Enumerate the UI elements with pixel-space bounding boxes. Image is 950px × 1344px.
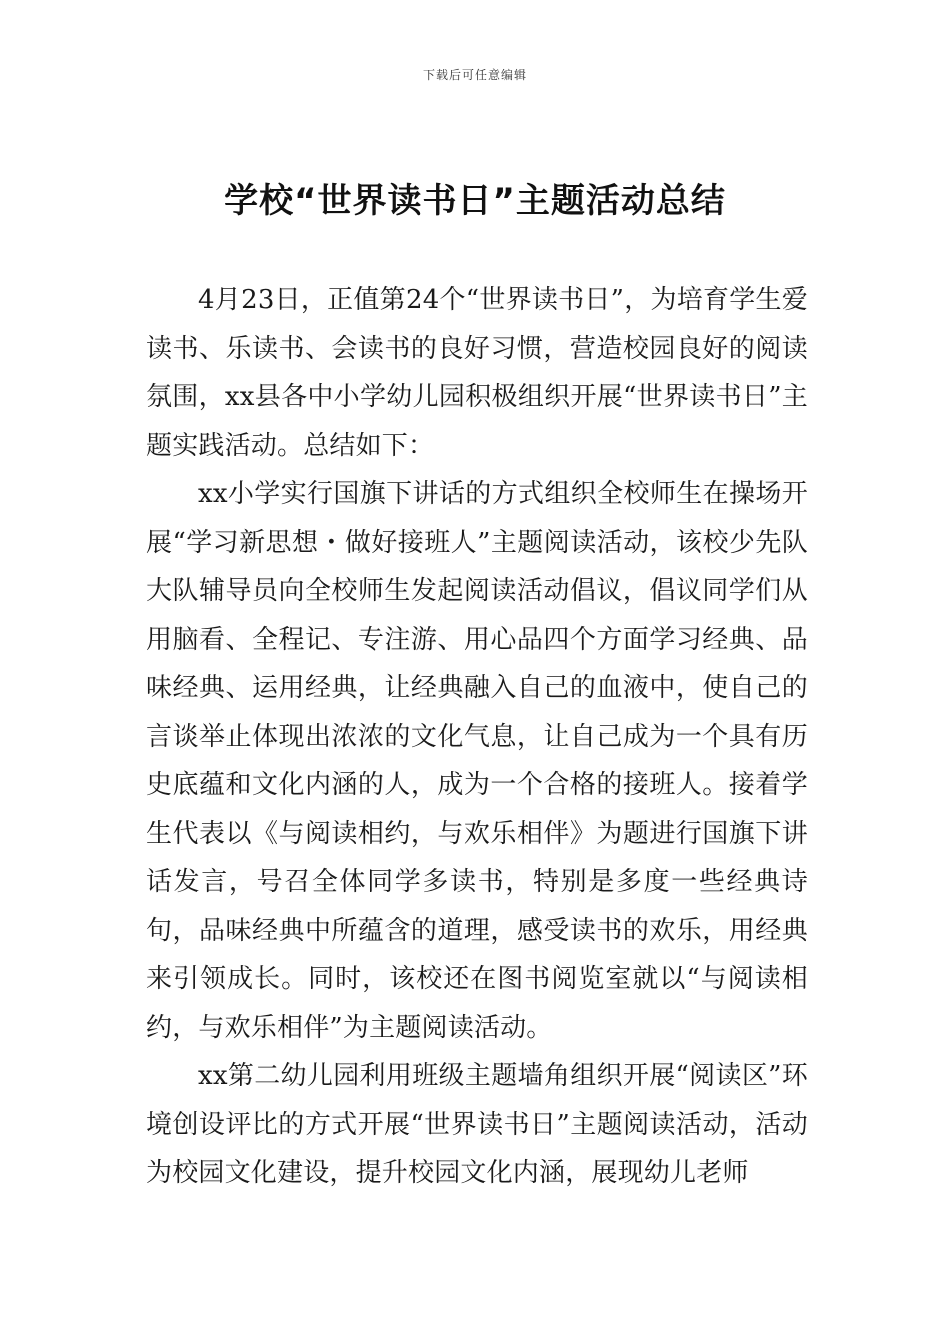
document-body [146, 276, 808, 1198]
paragraph-primary-school: xx小学实行国旗下讲话的方式组织全校师生在操场开展“学习新思想・做好接班人”主题阅读活动，该校少先队大队辅导员向全校师生发起阅读活动倡议，倡议同学们从用脑看、全程记、专注游、用心品四个方面学习经典、品味经典、运用经典，让经典融入自己的血液中，使自己的言谈举止体现出浓浓的文化气息，让自己成为一个具有历史底蕴和文化内涵的人，成为一个合格的接班人。接着学生代表以《与阅读相约，与欢乐相伴》为题进行国旗下讲话发言，号召全体同学多读书，特别是多度一些经典诗句，品味经典中所蕴含的道理，感受读书的欢乐，用经典来引领成长。同时，该校还在图书阅览室就以“与阅读相约，与欢乐相伴”为主题阅读活动。 [146, 479, 808, 1043]
paragraph-intro: 4月23日，正值第24个“世界读书日”，为培育学生爱读书、乐读书、会读书的良好习惯，营造校园良好的阅读氛围，xx县各中小学幼儿园积极组织开展“世界读书日”主题实践活动。总结如下： [146, 285, 808, 461]
header-note: 下载后可任意编辑 [422, 68, 527, 82]
document-title: 学校“世界读书日”主题活动总结 [224, 181, 726, 221]
paragraph-kindergarten: xx第二幼儿园利用班级主题墙角组织开展“阅读区”环境创设评比的方式开展“世界读书日”主题阅读活动，活动为校园文化建设，提升校园文化内涵，展现幼儿老师 [146, 1061, 808, 1188]
